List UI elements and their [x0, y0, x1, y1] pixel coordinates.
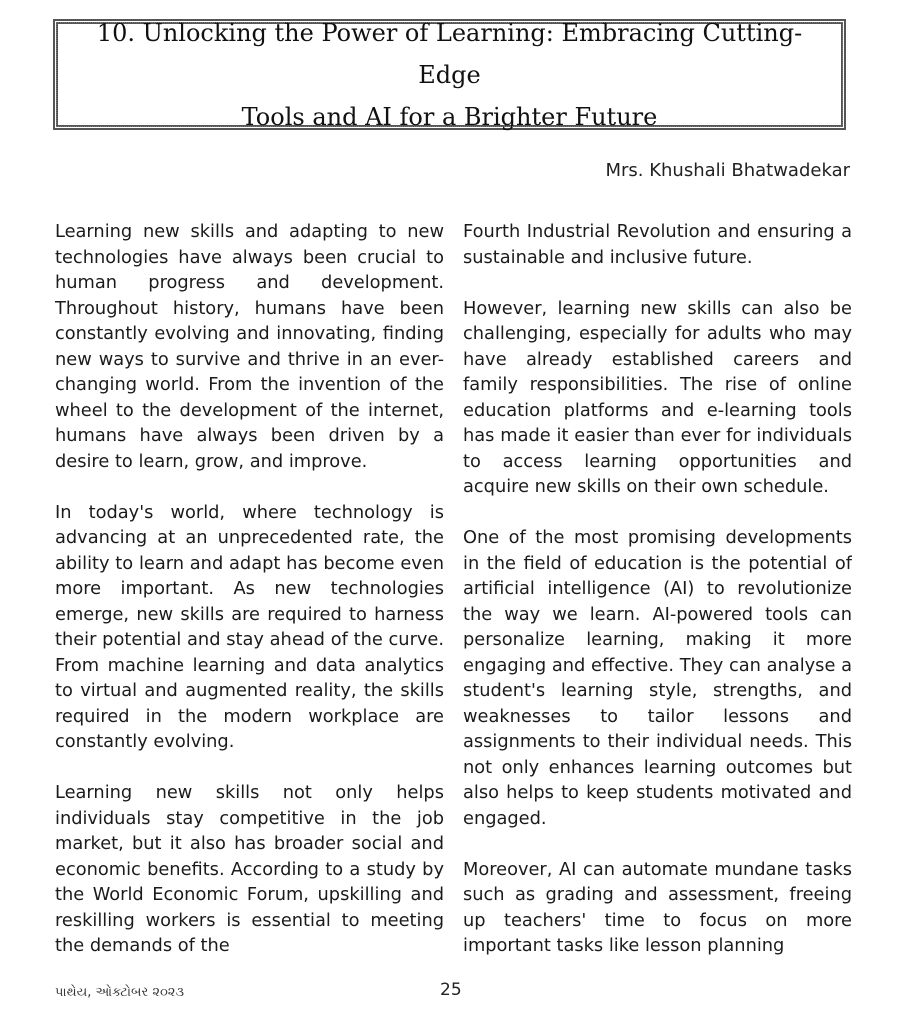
paragraph: However, learning new skills can also be challenging, especially for adults who may have already established careers and family responsibilities. The rise of online education platforms and e-learning tools has made it easier than ever for individuals to access learning opportunities and acquire new skills on their own schedule. — [463, 297, 852, 497]
paragraph: Learning new skills and adapting to new technologies have always been crucial to human progress and development. Throughout history, humans have been constantly evolving and innovating, finding new ways to survive and thrive in an ever-changing world. From the invention of the wheel to the development of the internet, humans have always been driven by a desire to learn, grow, and improve. — [55, 221, 444, 472]
right-column — [463, 219, 852, 959]
title-line-2: Tools and AI for a Brighter Future — [241, 102, 658, 131]
paragraph: One of the most promising developments in the field of education is the potential of artificial intelligence (AI) to revolutionize the way we learn. AI-powered tools can personalize learning, making it more engaging and effective. They can analyse a student's learning style, strengths, and weaknesses to tailor lessons and assignments to their individual needs. This not only enhances learning outcomes but also helps to keep students motivated and engaged. — [463, 527, 852, 829]
paragraph: Learning new skills not only helps individuals stay competitive in the job market, but it also has broader social and economic benefits. According to a study by the World Economic Forum, upskilling and reskilling workers is essential to meeting the demands of the — [55, 782, 444, 956]
page-title — [58, 12, 841, 138]
page-number: 25 — [440, 980, 462, 1000]
title-box — [53, 19, 846, 130]
author-name: Mrs. Khushali Bhatwadekar — [605, 160, 850, 181]
paragraph: In today's world, where technology is advancing at an unprecedented rate, the ability to learn and adapt has become even more important. As new technologies emerge, new skills are required to harness their potential and stay ahead of the curve. From machine learning and data analytics to virtual and augmented reality, the skills required in the modern workplace are constantly evolving. — [55, 501, 444, 752]
paragraph: Moreover, AI can automate mundane tasks such as grading and assessment, freeing up teachers' time to focus on more important tasks like lesson planning — [463, 858, 852, 956]
paragraph: Fourth Industrial Revolution and ensuring a sustainable and inclusive future. — [463, 221, 852, 268]
title-line-1: 10. Unlocking the Power of Learning: Embracing Cutting-Edge — [96, 18, 803, 89]
left-column — [55, 219, 444, 959]
publication-footer: પાથેય, ઓક્ટોબર ૨૦૨૩ — [55, 985, 185, 1000]
